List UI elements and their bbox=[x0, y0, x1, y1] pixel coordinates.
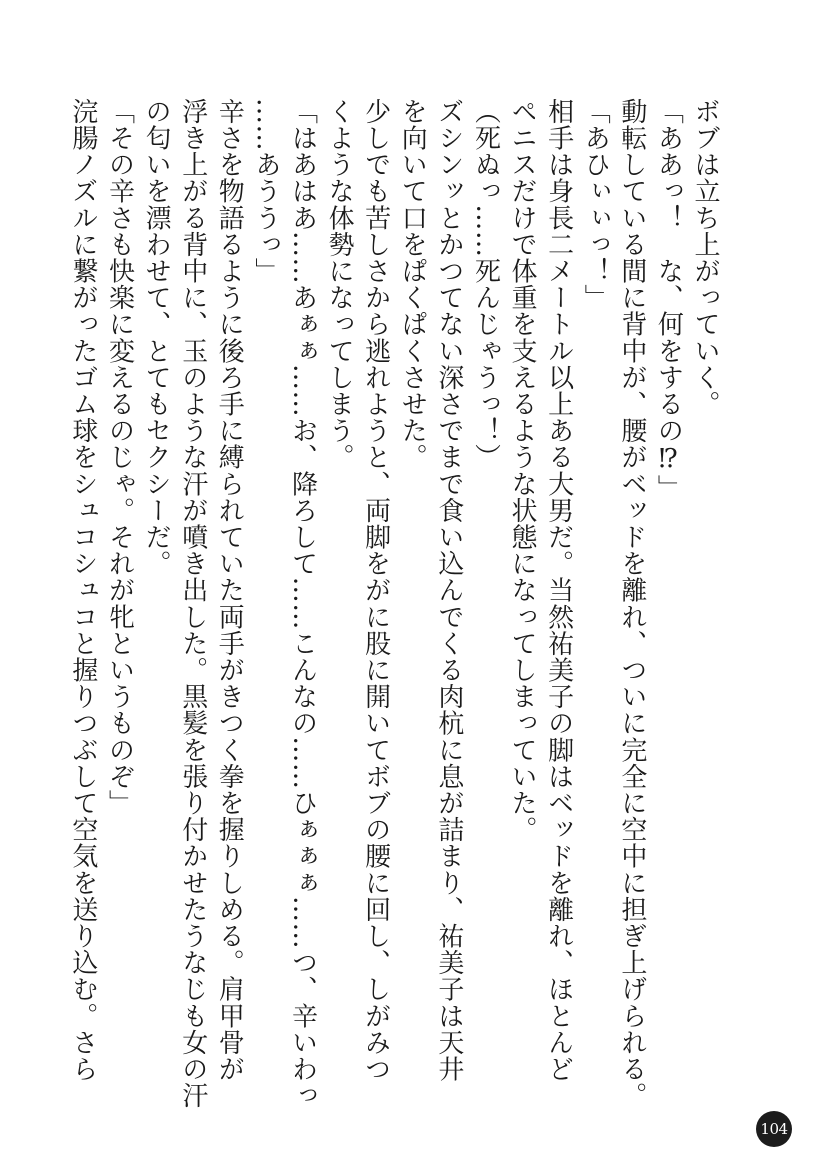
text-line: ズシンッとかつてない深さでまで食い込んでくる肉杭に息が詰まり、祐美子は天井 bbox=[433, 98, 464, 1083]
text-line: くような体勢になってしまう。 bbox=[324, 98, 355, 471]
text-line: 「ああっ！ な、何をするの⁉」 bbox=[653, 98, 684, 501]
text-line: 「はあはあ……あぁぁ……お、降ろして……こんなの……ひぁぁぁ……つ、辛いわっ bbox=[287, 98, 318, 1109]
text-line: ボブは立ち上がっていく。 bbox=[690, 98, 720, 418]
text-line: 「その辛さも快楽に変えるのじゃ。それが牝というものぞ」 bbox=[104, 98, 135, 817]
text-line: 相手は身長二メートル以上ある大男だ。当然祐美子の脚はベッドを離れ、ほとんど bbox=[543, 98, 574, 1083]
text-line: を向いて口をぱくぱくさせた。 bbox=[397, 98, 428, 471]
vertical-text-body bbox=[64, 98, 723, 1109]
text-line: ……あううっ」 bbox=[250, 98, 281, 285]
text-line: の匂いを漂わせて、とてもセクシーだ。 bbox=[141, 98, 172, 577]
page-number-badge: 104 bbox=[756, 1111, 792, 1147]
text-line: 浣腸ノズルに繋がったゴム球をシュコシュコと握りつぶして空気を送り込む。さら bbox=[67, 98, 98, 1083]
text-line: 動転している間に背中が、腰がベッドを離れ、ついに完全に空中に担ぎ上げられる。 bbox=[616, 98, 647, 1109]
text-line: （死ぬっ……死んじゃうっ！） bbox=[470, 98, 501, 471]
text-line: 辛さを物語るように後ろ手に縛られていた両手がきつく拳を握りしめる。肩甲骨が bbox=[214, 98, 245, 1083]
text-line: ペニスだけで体重を支えるような状態になってしまっていた。 bbox=[507, 98, 538, 843]
text-line: 浮き上がる背中に、玉のような汗が噴き出した。黒髪を張り付かせたうなじも女の汗 bbox=[177, 98, 208, 1109]
text-line: 少しでも苦しさから逃れようと、両脚をがに股に開いてボブの腰に回し、しがみつ bbox=[360, 98, 391, 1083]
text-line: 「あひぃぃっ！」 bbox=[580, 98, 611, 311]
